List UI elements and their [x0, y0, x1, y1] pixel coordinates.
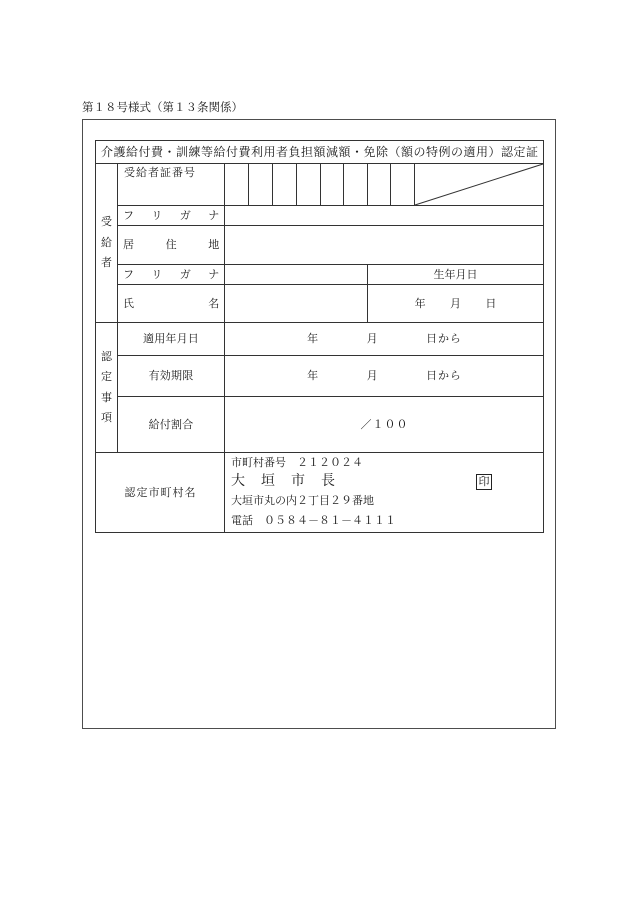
- name-value-cell: [224, 284, 368, 323]
- municipality-label: 認定市町村名: [124, 485, 197, 499]
- furigana-label: フ リ ガ ナ: [123, 208, 223, 222]
- recipient-id-digit-box: [390, 163, 415, 206]
- recipient-id-label-cell: [117, 163, 225, 206]
- birthdate-value: 年 月 日: [414, 296, 498, 310]
- effective-date-label: 適用年月日: [143, 332, 199, 345]
- effective-date-value-cell: [224, 322, 544, 356]
- certification-section-label: 認定事項: [101, 349, 112, 424]
- address-label: 居 住 地: [123, 238, 223, 251]
- recipient-id-digit-box: [296, 163, 321, 206]
- furigana-value-cell: [224, 205, 544, 226]
- name-furigana-label: フ リ ガ ナ: [123, 267, 223, 281]
- name-furigana-label-cell: [117, 264, 225, 285]
- validity-period-value: 年 月 日から: [307, 369, 462, 382]
- validity-period-label: 有効期限: [148, 369, 194, 382]
- recipient-id-diagonal-cell: [414, 163, 544, 206]
- validity-period-label-cell: [117, 355, 225, 397]
- municipality-value-cell: [224, 452, 544, 533]
- municipality-phone: 電話 ０５８４－８１－４１１１: [231, 514, 396, 527]
- municipality-code-line: 市町村番号 ２１２０２４: [231, 456, 363, 469]
- address-value-cell: [224, 225, 544, 265]
- recipient-id-digit-box: [224, 163, 249, 206]
- certification-section-cell: [95, 322, 118, 453]
- benefit-ratio-label-cell: [117, 396, 225, 453]
- recipient-id-digit-box: [367, 163, 391, 206]
- birthdate-label: 生年月日: [433, 267, 478, 281]
- municipality-label-cell: [95, 452, 225, 533]
- recipient-id-digit-box: [320, 163, 344, 206]
- mayor-title: 大 垣 市 長: [231, 473, 336, 489]
- recipient-id-label: 受給者証番号: [124, 166, 196, 179]
- name-furigana-value-cell: [224, 264, 368, 285]
- name-label: 氏 名: [123, 296, 223, 310]
- municipality-address: 大垣市丸の内２丁目２９番地: [231, 494, 374, 507]
- address-label-cell: [117, 225, 225, 265]
- effective-date-label-cell: [117, 322, 225, 356]
- recipient-section-label: 受給者: [101, 215, 112, 270]
- form-number-label: 第１８号様式（第１３条関係）: [82, 100, 243, 114]
- recipient-id-digit-box: [343, 163, 368, 206]
- certificate-title-cell: [95, 140, 544, 164]
- furigana-label-cell: [117, 205, 225, 226]
- seal-stamp: 印: [476, 474, 492, 490]
- effective-date-value: 年 月 日から: [307, 332, 462, 345]
- recipient-id-digit-box: [248, 163, 273, 206]
- birthdate-value-cell: [367, 284, 544, 323]
- recipient-id-digit-box: [272, 163, 297, 206]
- benefit-ratio-value-cell: [224, 396, 544, 453]
- recipient-section-cell: [95, 163, 118, 323]
- name-label-cell: [117, 284, 225, 323]
- benefit-ratio-label: 給付割合: [148, 417, 194, 431]
- diagonal-strike-line: [415, 164, 543, 205]
- benefit-ratio-value: ／１００: [360, 417, 409, 431]
- certificate-title: 介護給付費・訓練等給付費利用者負担額減額・免除（額の特例の適用）認定証: [100, 145, 539, 159]
- validity-period-value-cell: [224, 355, 544, 397]
- birthdate-label-cell: [367, 264, 544, 285]
